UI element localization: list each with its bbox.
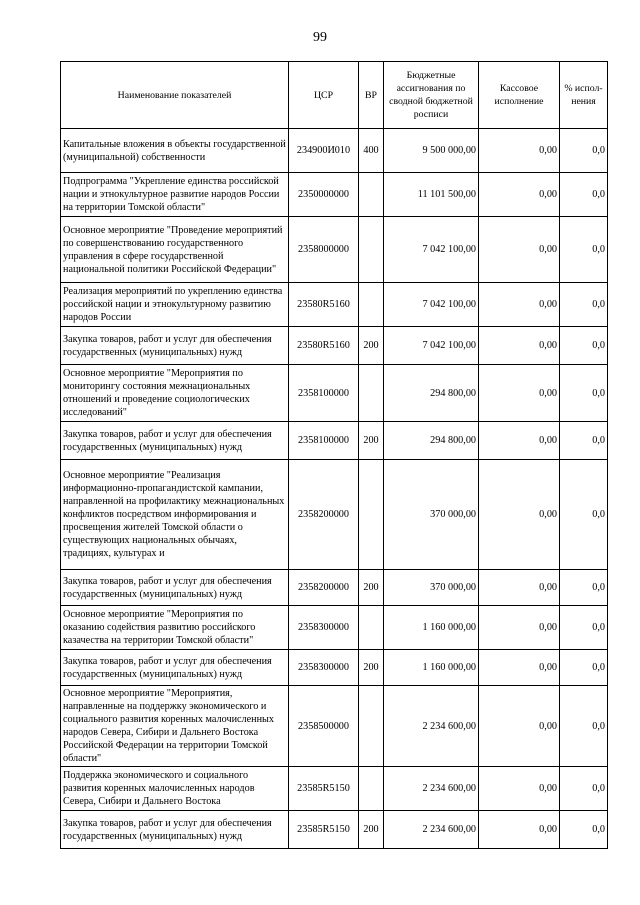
row-vr [359,767,384,811]
row-code: 2358200000 [289,570,359,606]
row-name: Закупка товаров, работ и услуг для обеспечения государственных (муниципальных) нужд [61,650,289,686]
header-code: ЦСР [289,62,359,129]
row-name: Основное мероприятие "Реализация информационно-пропагандистской кампании, направленной на профилактику межнациональных конфликтов посредством информирования и просвещения жителей Томской области о существующих национальных обычаях, традициях, культурах и [61,460,289,570]
row-vr [359,686,384,767]
row-cash: 0,00 [479,173,560,217]
row-budget: 7 042 100,00 [384,283,479,327]
row-cash: 0,00 [479,422,560,460]
row-budget: 2 234 600,00 [384,686,479,767]
row-vr: 200 [359,570,384,606]
row-cash: 0,00 [479,460,560,570]
row-pct: 0,0 [560,327,608,365]
row-name: Основное мероприятие "Мероприятия по мониторингу состояния межнациональных отношений и проведение социологических исследований" [61,365,289,422]
row-vr [359,283,384,327]
table-row [61,686,608,767]
table-row [61,129,608,173]
row-budget: 1 160 000,00 [384,650,479,686]
row-budget: 7 042 100,00 [384,327,479,365]
row-name: Закупка товаров, работ и услуг для обеспечения государственных (муниципальных) нужд [61,327,289,365]
budget-table [60,61,608,849]
row-code: 23585R5150 [289,811,359,849]
table-row [61,217,608,283]
table-row [61,811,608,849]
row-vr: 200 [359,327,384,365]
row-code: 23585R5150 [289,767,359,811]
row-pct: 0,0 [560,811,608,849]
page-number: 99 [313,30,327,45]
row-cash: 0,00 [479,283,560,327]
row-code: 2350000000 [289,173,359,217]
header-vr: ВР [359,62,384,129]
row-cash: 0,00 [479,606,560,650]
table-row [61,650,608,686]
table-row [61,173,608,217]
row-vr [359,173,384,217]
header-name: Наименование показателей [61,62,289,129]
row-cash: 0,00 [479,767,560,811]
row-cash: 0,00 [479,365,560,422]
row-budget: 2 234 600,00 [384,767,479,811]
row-budget: 294 800,00 [384,422,479,460]
row-name: Подпрограмма "Укрепление единства российской нации и этнокультурное развитие народов России на территории Томской области" [61,173,289,217]
row-code: 23580R5160 [289,327,359,365]
header-cash: Кассовое исполнение [479,62,560,129]
table-row [61,606,608,650]
row-vr: 200 [359,650,384,686]
row-cash: 0,00 [479,129,560,173]
table-row [61,767,608,811]
row-cash: 0,00 [479,686,560,767]
row-code: 2358500000 [289,686,359,767]
row-name: Закупка товаров, работ и услуг для обеспечения государственных (муниципальных) нужд [61,570,289,606]
header-budget: Бюджетные ассигнования по сводной бюджетной росписи [384,62,479,129]
row-name: Основное мероприятие "Мероприятия, направленные на поддержку экономического и социального развития коренных малочисленных народов Севера, Сибири и Дальнего Востока Российской Федерации на территории Томской области" [61,686,289,767]
row-budget: 1 160 000,00 [384,606,479,650]
row-name: Закупка товаров, работ и услуг для обеспечения государственных (муниципальных) нужд [61,422,289,460]
row-pct: 0,0 [560,570,608,606]
row-vr [359,606,384,650]
row-budget: 2 234 600,00 [384,811,479,849]
row-pct: 0,0 [560,460,608,570]
row-code: 234900И010 [289,129,359,173]
row-budget: 7 042 100,00 [384,217,479,283]
table-row [61,422,608,460]
row-vr: 400 [359,129,384,173]
row-pct: 0,0 [560,686,608,767]
row-pct: 0,0 [560,422,608,460]
table-header-row [61,62,608,129]
row-pct: 0,0 [560,365,608,422]
row-pct: 0,0 [560,650,608,686]
row-pct: 0,0 [560,606,608,650]
row-budget: 9 500 000,00 [384,129,479,173]
row-code: 2358100000 [289,422,359,460]
header-pct: % испол-нения [560,62,608,129]
table-row [61,570,608,606]
row-code: 23580R5160 [289,283,359,327]
row-name: Поддержка экономического и социального развития коренных малочисленных народов Севера, Сибири и Дальнего Востока [61,767,289,811]
row-name: Реализация мероприятий по укреплению единства российской нации и этнокультурному развитию народов России [61,283,289,327]
row-budget: 370 000,00 [384,570,479,606]
row-code: 2358000000 [289,217,359,283]
row-vr [359,217,384,283]
row-cash: 0,00 [479,811,560,849]
row-code: 2358100000 [289,365,359,422]
row-name: Капитальные вложения в объекты государственной (муниципальной) собственности [61,129,289,173]
row-budget: 11 101 500,00 [384,173,479,217]
row-vr [359,365,384,422]
row-budget: 294 800,00 [384,365,479,422]
row-pct: 0,0 [560,217,608,283]
row-vr: 200 [359,811,384,849]
row-name: Основное мероприятие "Проведение мероприятий по совершенствованию государственного управления в сфере государственной национальной политики Российской Федерации" [61,217,289,283]
table-row [61,365,608,422]
row-cash: 0,00 [479,327,560,365]
row-code: 2358300000 [289,650,359,686]
row-code: 2358200000 [289,460,359,570]
row-pct: 0,0 [560,173,608,217]
row-budget: 370 000,00 [384,460,479,570]
table-row [61,283,608,327]
row-cash: 0,00 [479,650,560,686]
row-cash: 0,00 [479,217,560,283]
row-vr [359,460,384,570]
row-pct: 0,0 [560,129,608,173]
row-name: Основное мероприятие "Мероприятия по оказанию содействия развитию российского казачества на территории Томской области" [61,606,289,650]
row-pct: 0,0 [560,767,608,811]
row-code: 2358300000 [289,606,359,650]
row-vr: 200 [359,422,384,460]
row-name: Закупка товаров, работ и услуг для обеспечения государственных (муниципальных) нужд [61,811,289,849]
table-row [61,460,608,570]
table-row [61,327,608,365]
row-pct: 0,0 [560,283,608,327]
row-cash: 0,00 [479,570,560,606]
